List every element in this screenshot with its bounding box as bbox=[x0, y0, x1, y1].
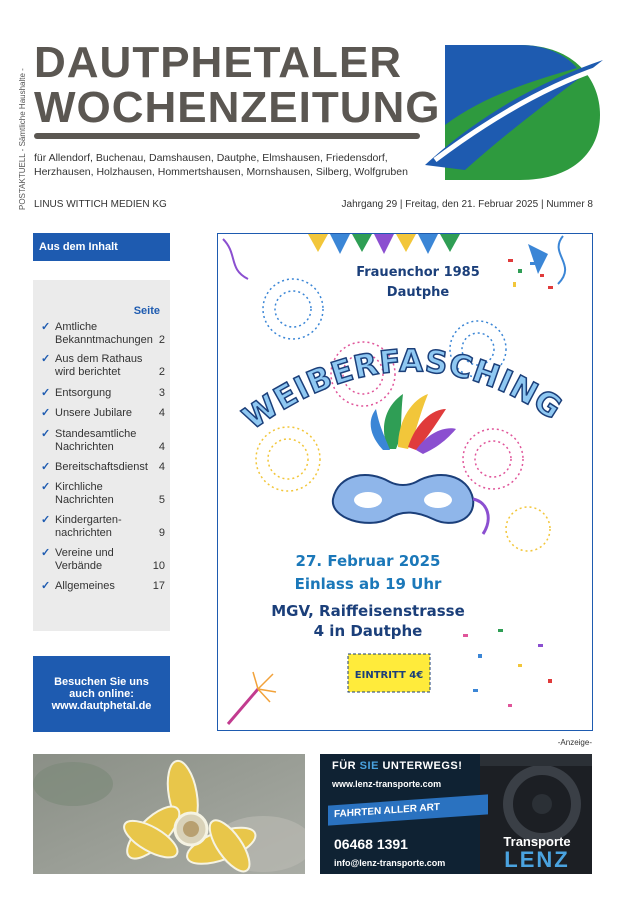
online-line1: Besuchen Sie uns bbox=[54, 676, 149, 688]
check-icon: ✓ bbox=[41, 547, 51, 559]
check-icon: ✓ bbox=[41, 580, 51, 592]
weiberfasching-poster bbox=[217, 233, 593, 731]
toc-item-page: 5 bbox=[158, 494, 165, 506]
publisher-name: LINUS WITTICH MEDIEN KG bbox=[34, 199, 167, 210]
lenz-transporte-ad[interactable] bbox=[320, 754, 592, 874]
masthead-rule bbox=[34, 133, 420, 139]
check-icon: ✓ bbox=[41, 407, 51, 419]
toc-item-label: Kindergarten-nachrichten bbox=[55, 514, 122, 539]
check-icon: ✓ bbox=[41, 514, 51, 526]
ad-tagline-post: UNTERWEGS! bbox=[378, 760, 463, 772]
poster-date: 27. Februar 2025 bbox=[295, 552, 441, 570]
masthead-title bbox=[34, 40, 441, 130]
poster-venue-line2: 4 in Dautphe bbox=[313, 622, 423, 640]
toc-header: Aus dem Inhalt bbox=[33, 233, 170, 261]
toc-item-page: 4 bbox=[158, 407, 165, 419]
toc-seite-label: Seite bbox=[133, 305, 160, 317]
poster-entry-time: Einlass ab 19 Uhr bbox=[294, 575, 442, 593]
toc-item-label: Amtliche Bekanntmachungen bbox=[55, 321, 153, 346]
ad-tagline bbox=[332, 760, 462, 772]
dautphetal-logo bbox=[425, 40, 605, 180]
toc-item-label: Standesamtliche Nachrichten bbox=[55, 428, 137, 453]
toc-item-label: Unsere Jubilare bbox=[55, 407, 133, 419]
toc-item-page: 2 bbox=[158, 334, 165, 346]
toc-item-label: Entsorgung bbox=[55, 387, 112, 399]
masthead-line1: DAUTPHETALER bbox=[34, 38, 403, 87]
toc-item-page: 10 bbox=[152, 560, 165, 572]
ad-brand-top: Transporte bbox=[503, 834, 571, 849]
online-url-link[interactable]: www.dautphetal.de bbox=[51, 700, 152, 712]
frost-flower-photo bbox=[33, 754, 305, 874]
check-icon: ✓ bbox=[41, 321, 51, 333]
toc-item-label: Aus dem Rathaus wird berichtet bbox=[55, 353, 143, 378]
ad-tagline-pre: FÜR bbox=[332, 760, 360, 772]
anzeige-label: -Anzeige- bbox=[557, 738, 592, 747]
ad-band: FAHRTEN ALLER ART bbox=[328, 794, 488, 825]
toc-item-page: 2 bbox=[158, 366, 165, 378]
toc-item-page: 4 bbox=[158, 461, 165, 473]
ad-email-link[interactable]: info@lenz-transporte.com bbox=[334, 858, 446, 868]
poster-art bbox=[218, 234, 593, 731]
poster-org-line2: Dautphe bbox=[386, 285, 450, 300]
ad-tagline-highlight: SIE bbox=[359, 760, 379, 772]
toc-item-page: 3 bbox=[158, 387, 165, 399]
toc-item-page: 4 bbox=[158, 441, 165, 453]
toc-box bbox=[33, 280, 170, 631]
coverage-places: für Allendorf, Buchenau, Damshausen, Dautphe, Elmshausen, Friedensdorf, Herzhausen, Holzhausen, Hommertshausen, Mornshausen, Silberg, Wolfgruben bbox=[34, 152, 408, 178]
masthead-line2: WOCHENZEITUNG bbox=[34, 83, 441, 132]
check-icon: ✓ bbox=[41, 461, 51, 473]
toc-item-page: 9 bbox=[158, 527, 165, 539]
ad-brand-logo: LENZ bbox=[504, 847, 570, 872]
ad-phone[interactable]: 06468 1391 bbox=[334, 836, 408, 852]
postaktuell-side-label bbox=[8, 44, 27, 214]
postaktuell-text: POSTAKTUELL - Sämtliche Haushalte - bbox=[18, 68, 27, 210]
poster-ticket: EINTRITT 4€ bbox=[354, 670, 424, 681]
poster-org-line1: Frauenchor 1985 bbox=[356, 265, 480, 280]
check-icon: ✓ bbox=[41, 387, 51, 399]
toc-item-label: Vereine und Verbände bbox=[55, 547, 114, 572]
check-icon: ✓ bbox=[41, 481, 51, 493]
poster-title: WEIBERFASCHING bbox=[236, 343, 569, 437]
toc-item-label: Allgemeines bbox=[55, 580, 115, 592]
online-line2: auch online: bbox=[69, 688, 134, 700]
poster-venue-line1: MGV, Raiffeisenstrasse bbox=[271, 602, 465, 620]
online-box[interactable] bbox=[33, 656, 170, 732]
ad-url-link[interactable]: www.lenz-transporte.com bbox=[332, 779, 442, 789]
toc-item-label: Bereitschaftsdienst bbox=[55, 461, 148, 473]
toc-item-label: Kirchliche Nachrichten bbox=[55, 481, 114, 506]
toc-item-page: 17 bbox=[152, 580, 165, 592]
check-icon: ✓ bbox=[41, 353, 51, 365]
check-icon: ✓ bbox=[41, 428, 51, 440]
issue-info: Jahrgang 29 | Freitag, den 21. Februar 2025 | Nummer 8 bbox=[341, 199, 593, 210]
